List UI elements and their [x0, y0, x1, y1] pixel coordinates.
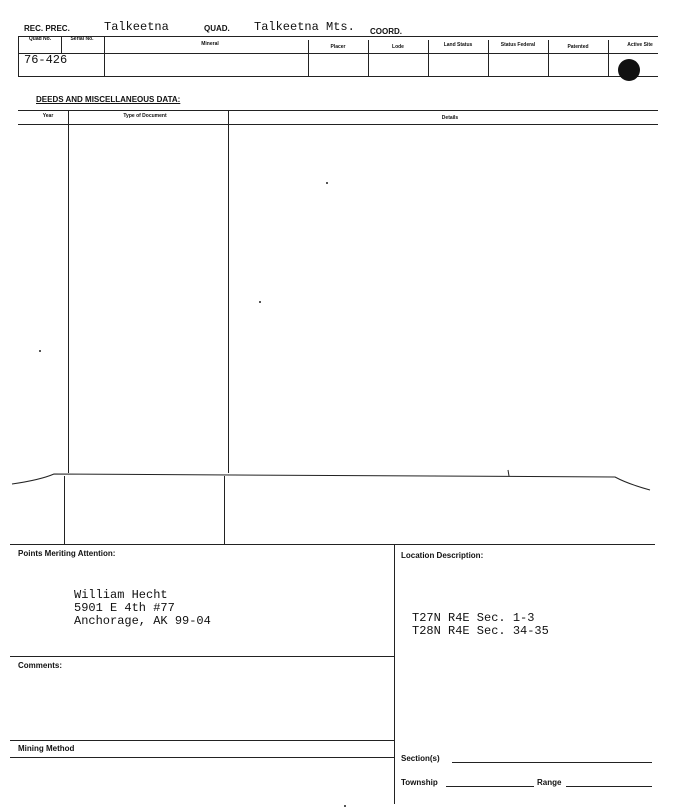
col-divider: [548, 40, 549, 76]
coord-label: COORD.: [370, 27, 402, 36]
deeds-top-line: [18, 110, 658, 111]
speck: [259, 301, 261, 303]
rec-prec-value: Talkeetna: [104, 20, 169, 34]
speck: [326, 182, 328, 184]
township-blank[interactable]: [446, 786, 534, 787]
township-label: Township: [401, 778, 438, 787]
deeds-title: DEEDS AND MISCELLANEOUS DATA:: [36, 95, 181, 104]
col-divider: [428, 40, 429, 76]
location-line-1: T27N R4E Sec. 1-3: [412, 611, 535, 625]
mining-label: Mining Method: [18, 744, 75, 753]
comments-top-line: [10, 656, 394, 657]
header-bottom-line: [18, 76, 658, 77]
mining-top-line: [10, 740, 394, 741]
deeds-details-header: Details: [441, 115, 459, 121]
range-blank[interactable]: [566, 786, 652, 787]
quad-no-header: Quad No.: [28, 36, 52, 42]
deeds-header-line: [18, 124, 658, 125]
points-label: Points Meriting Attention:: [18, 549, 116, 558]
lode-header: Lode: [392, 44, 404, 50]
deeds-type-header: Type of Document: [123, 113, 167, 119]
sections-blank[interactable]: [452, 762, 652, 763]
sections-label: Section(s): [401, 754, 440, 763]
quad-label: QUAD.: [204, 24, 230, 33]
comments-label: Comments:: [18, 661, 63, 670]
status-federal-header: Status Federal: [500, 42, 536, 48]
header-top-line: [18, 36, 658, 37]
col-divider: [488, 40, 489, 76]
col-divider: [308, 40, 309, 76]
mineral-header: Mineral: [201, 41, 219, 47]
points-line-3: Anchorage, AK 99-04: [74, 614, 211, 628]
location-label: Location Description:: [401, 551, 484, 560]
speck: [39, 350, 41, 352]
active-site-dot: [618, 59, 640, 81]
speck: [344, 805, 346, 807]
deeds-col-divider: [228, 110, 229, 473]
lower-top-line: [10, 544, 655, 545]
patented-header: Patented: [567, 44, 589, 50]
points-line-1: William Hecht: [74, 588, 168, 602]
page-fold-line: [0, 460, 678, 500]
points-line-2: 5901 E 4th #77: [74, 601, 175, 615]
location-line-2: T28N R4E Sec. 34-35: [412, 624, 549, 638]
placer-header: Placer: [330, 44, 346, 50]
col-divider: [18, 36, 19, 76]
serial-no-header: Serial No.: [70, 36, 94, 42]
active-site-header: Active Site: [627, 42, 653, 48]
land-status-header: Land Status: [443, 42, 473, 48]
col-divider: [368, 40, 369, 76]
quad-no-value: 76-426: [24, 53, 68, 67]
quad-value: Talkeetna Mts.: [254, 20, 355, 34]
rec-prec-label: REC. PREC.: [24, 24, 70, 33]
mining-bottom-line: [10, 757, 394, 758]
header-sub-line: [18, 53, 658, 54]
col-divider: [608, 40, 609, 76]
range-label: Range: [537, 778, 562, 787]
deeds-col-divider: [68, 110, 69, 473]
col-divider: [104, 36, 105, 76]
deeds-year-header: Year: [42, 113, 54, 119]
lower-center-divider: [394, 544, 395, 804]
